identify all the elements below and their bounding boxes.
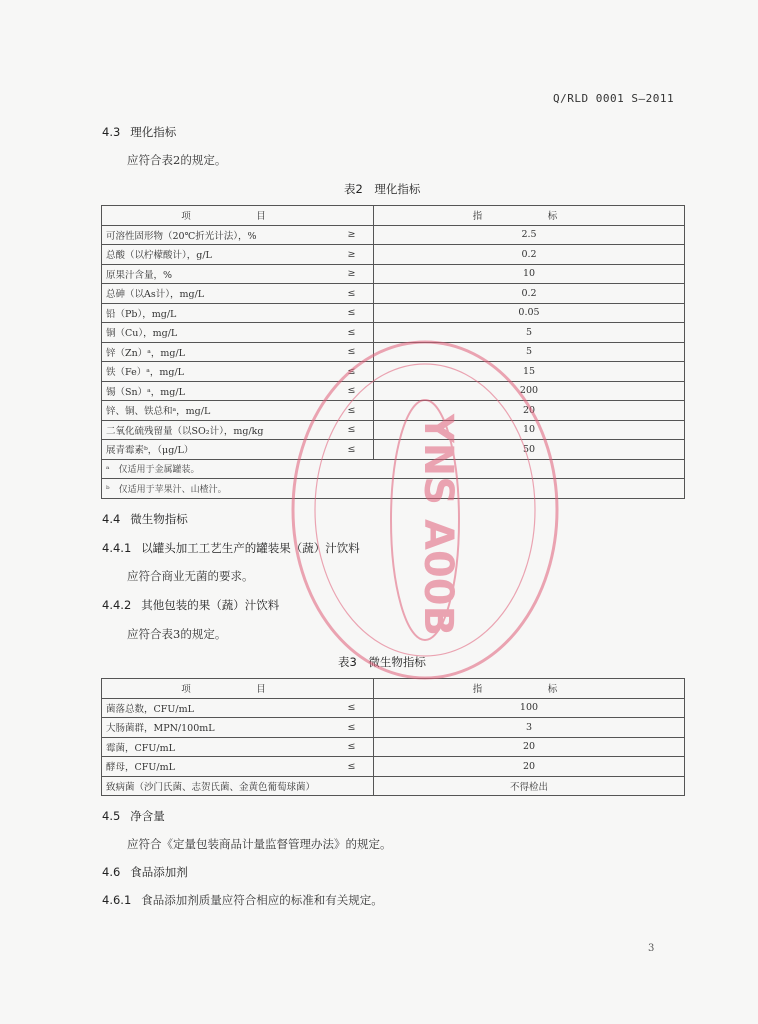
section-number: 4.3 xyxy=(102,125,121,139)
row-item: 锌（Zn）ᵃ，mg/L xyxy=(102,342,331,362)
table2 xyxy=(101,205,685,499)
section-4-6-1 xyxy=(102,892,383,908)
table-row xyxy=(102,698,685,718)
row-value: 15 xyxy=(374,362,685,382)
table-row xyxy=(102,264,685,284)
page-number: 3 xyxy=(648,943,655,954)
table-row xyxy=(102,737,685,757)
header-item: 项 目 xyxy=(102,679,374,699)
row-value: 20 xyxy=(374,401,685,421)
table-row xyxy=(102,440,685,460)
section-title: 食品添加剂 xyxy=(130,865,188,879)
section-number: 4.4 xyxy=(102,512,121,526)
row-operator: ≤ xyxy=(330,737,374,757)
row-item: 铜（Cu），mg/L xyxy=(102,323,331,343)
table-row xyxy=(102,342,685,362)
row-value: 5 xyxy=(374,342,685,362)
section-4-4-2-body: 应符合表3的规定。 xyxy=(127,627,227,641)
table-row xyxy=(102,245,685,265)
table-row xyxy=(102,381,685,401)
table-note: ᵇ 仅适用于苹果汁、山楂汁。 xyxy=(102,479,685,499)
table-row xyxy=(102,401,685,421)
table-note-row xyxy=(102,459,685,479)
row-item: 原果汁含量，% xyxy=(102,264,331,284)
section-4-5-body: 应符合《定量包装商品计量监督管理办法》的规定。 xyxy=(127,837,392,851)
section-title: 净含量 xyxy=(130,809,165,823)
table3-header-row xyxy=(102,679,685,699)
row-operator: ≥ xyxy=(330,264,374,284)
row-value: 3 xyxy=(374,718,685,738)
table3 xyxy=(101,678,685,796)
row-operator: ≤ xyxy=(330,757,374,777)
section-4-4-heading xyxy=(102,511,188,527)
header-value: 指 标 xyxy=(374,679,685,699)
row-item: 菌落总数，CFU/mL xyxy=(102,698,331,718)
table-row xyxy=(102,420,685,440)
row-operator: ≤ xyxy=(330,381,374,401)
row-item: 展青霉素ᵇ，（μg/L） xyxy=(102,440,331,460)
row-item: 铅（Pb），mg/L xyxy=(102,303,331,323)
row-item: 锡（Sn）ᵃ，mg/L xyxy=(102,381,331,401)
section-title: 微生物指标 xyxy=(130,512,188,526)
row-operator: ≤ xyxy=(330,698,374,718)
row-value: 0.2 xyxy=(374,284,685,304)
header-value: 指 标 xyxy=(374,206,685,226)
row-item: 致病菌（沙门氏菌、志贺氏菌、金黄色葡萄球菌） xyxy=(102,776,331,796)
seal-code-text: YNS A00B xyxy=(415,413,461,637)
section-number: 4.6 xyxy=(102,865,121,879)
row-value: 0.05 xyxy=(374,303,685,323)
row-operator: ≥ xyxy=(330,245,374,265)
row-operator xyxy=(330,776,374,796)
row-operator: ≤ xyxy=(330,303,374,323)
row-operator: ≤ xyxy=(330,718,374,738)
section-4-4-2-heading xyxy=(102,597,279,613)
table-row xyxy=(102,757,685,777)
section-4-4-1-heading xyxy=(102,540,360,556)
row-value: 2.5 xyxy=(374,225,685,245)
document-code: Q/RLD 0001 S—2011 xyxy=(553,92,675,105)
row-value: 10 xyxy=(374,264,685,284)
table-row xyxy=(102,718,685,738)
row-operator: ≤ xyxy=(330,342,374,362)
section-number: 4.6.1 xyxy=(102,893,132,907)
table-row xyxy=(102,362,685,382)
row-value: 不得检出 xyxy=(374,776,685,796)
row-operator: ≥ xyxy=(330,225,374,245)
row-operator: ≤ xyxy=(330,362,374,382)
section-title: 理化指标 xyxy=(130,125,177,139)
row-item: 可溶性固形物（20℃折光计法），% xyxy=(102,225,331,245)
table-row xyxy=(102,225,685,245)
row-operator: ≤ xyxy=(330,284,374,304)
row-value: 200 xyxy=(374,381,685,401)
header-item: 项 目 xyxy=(102,206,374,226)
row-value: 5 xyxy=(374,323,685,343)
row-value: 50 xyxy=(374,440,685,460)
row-value: 20 xyxy=(374,737,685,757)
row-item: 二氧化硫残留量（以SO₂计），mg/kg xyxy=(102,420,331,440)
row-operator: ≤ xyxy=(330,401,374,421)
table-row xyxy=(102,284,685,304)
row-item: 酵母，CFU/mL xyxy=(102,757,331,777)
table-row xyxy=(102,303,685,323)
row-value: 100 xyxy=(374,698,685,718)
section-number: 4.5 xyxy=(102,809,121,823)
section-title: 其他包装的果（蔬）汁饮料 xyxy=(141,598,280,612)
row-item: 总砷（以As计），mg/L xyxy=(102,284,331,304)
table2-header-row xyxy=(102,206,685,226)
section-body: 食品添加剂质量应符合相应的标准和有关规定。 xyxy=(141,893,383,907)
row-operator: ≤ xyxy=(330,420,374,440)
row-operator: ≤ xyxy=(330,323,374,343)
table-note: ᵃ 仅适用于金属罐装。 xyxy=(102,459,685,479)
row-value: 0.2 xyxy=(374,245,685,265)
table2-caption: 表2 理化指标 xyxy=(344,182,421,196)
section-4-6-heading xyxy=(102,864,188,880)
row-item: 总酸（以柠檬酸计），g/L xyxy=(102,245,331,265)
row-item: 铁（Fe）ᵃ，mg/L xyxy=(102,362,331,382)
table-note-row xyxy=(102,479,685,499)
row-item: 大肠菌群，MPN/100mL xyxy=(102,718,331,738)
row-item: 霉菌，CFU/mL xyxy=(102,737,331,757)
section-title: 以罐头加工工艺生产的罐装果（蔬）汁饮料 xyxy=(141,541,360,555)
row-operator: ≤ xyxy=(330,440,374,460)
row-value: 10 xyxy=(374,420,685,440)
table3-caption: 表3 微生物指标 xyxy=(338,655,426,669)
section-4-5-heading xyxy=(102,808,165,824)
section-number: 4.4.2 xyxy=(102,598,132,612)
section-4-3-body: 应符合表2的规定。 xyxy=(127,153,227,167)
table-row xyxy=(102,776,685,796)
table-row xyxy=(102,323,685,343)
row-item: 锌、铜、铁总和ᵃ，mg/L xyxy=(102,401,331,421)
section-4-4-1-body: 应符合商业无菌的要求。 xyxy=(127,569,254,583)
section-4-3-heading xyxy=(102,124,176,140)
section-number: 4.4.1 xyxy=(102,541,132,555)
row-value: 20 xyxy=(374,757,685,777)
